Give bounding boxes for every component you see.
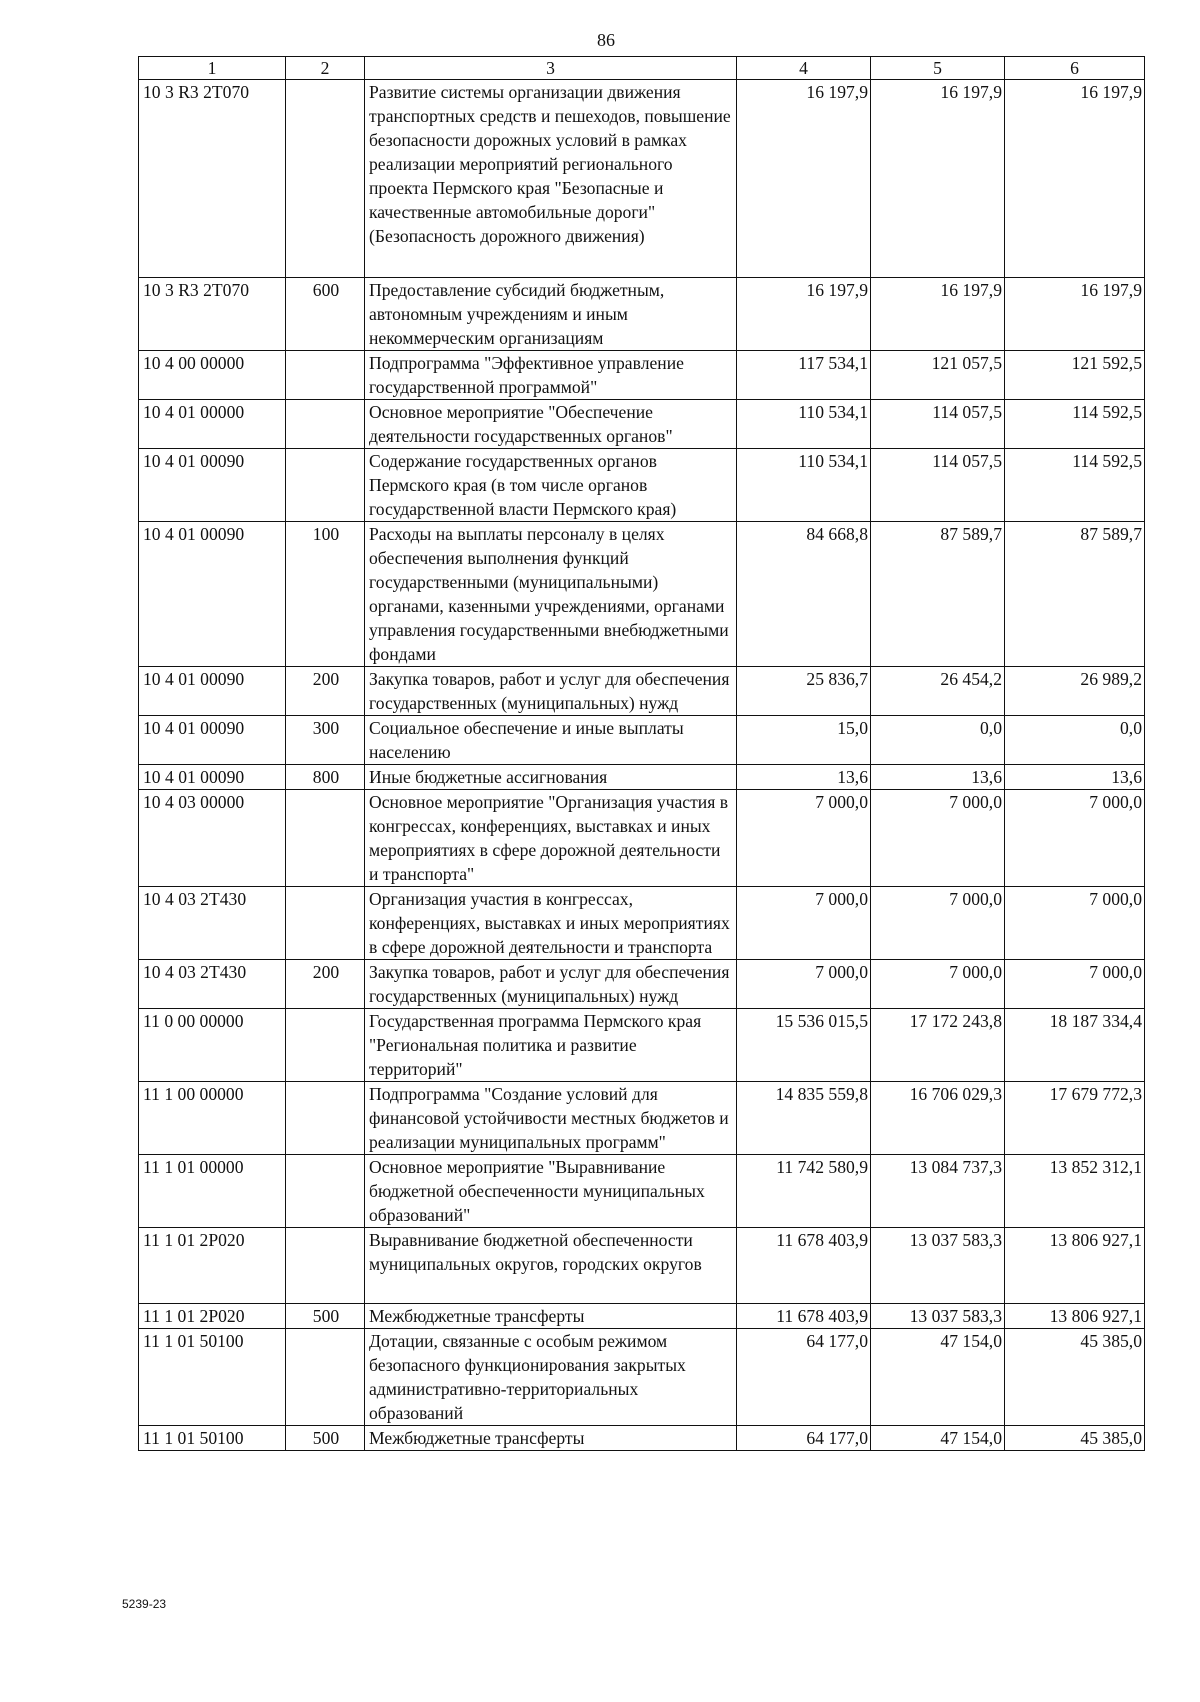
amount-col-4: 15 536 015,5 [737, 1009, 871, 1082]
item-name: Содержание государственных органов Пермского края (в том числе органов государственной власти Пермского края) [365, 449, 737, 522]
item-name: Подпрограмма "Эффективное управление государственной программой" [365, 351, 737, 400]
target-article-code: 10 4 00 00000 [139, 351, 286, 400]
expense-type-code [286, 1329, 365, 1426]
amount-col-4: 16 197,9 [737, 278, 871, 351]
expense-type-code: 500 [286, 1304, 365, 1329]
target-article-code: 10 4 01 00090 [139, 667, 286, 716]
amount-col-5: 13,6 [871, 765, 1005, 790]
table-row [139, 351, 1145, 400]
target-article-code: 10 3 R3 2T070 [139, 80, 286, 278]
table-row [139, 449, 1145, 522]
table-row [139, 790, 1145, 887]
target-article-code: 11 1 01 2P020 [139, 1304, 286, 1329]
target-article-code: 10 4 01 00090 [139, 522, 286, 667]
amount-col-6: 114 592,5 [1005, 400, 1145, 449]
item-name: Выравнивание бюджетной обеспеченности муниципальных округов, городских округов [365, 1228, 737, 1304]
amount-col-5: 0,0 [871, 716, 1005, 765]
page-number: 86 [597, 30, 615, 50]
amount-col-5: 114 057,5 [871, 400, 1005, 449]
amount-col-5: 7 000,0 [871, 887, 1005, 960]
amount-col-6: 13 806 927,1 [1005, 1228, 1145, 1304]
header-cell-5: 5 [871, 57, 1005, 80]
expense-type-code [286, 790, 365, 887]
target-article-code: 10 4 03 2T430 [139, 960, 286, 1009]
item-name: Основное мероприятие "Обеспечение деятельности государственных органов" [365, 400, 737, 449]
amount-col-5: 47 154,0 [871, 1426, 1005, 1451]
amount-col-6: 0,0 [1005, 716, 1145, 765]
table-row [139, 716, 1145, 765]
amount-col-6: 121 592,5 [1005, 351, 1145, 400]
amount-col-6: 7 000,0 [1005, 790, 1145, 887]
item-name: Межбюджетные трансферты [365, 1304, 737, 1329]
budget-table [138, 56, 1145, 1451]
table-row [139, 1228, 1145, 1304]
expense-type-code [286, 1082, 365, 1155]
table-row [139, 960, 1145, 1009]
amount-col-5: 47 154,0 [871, 1329, 1005, 1426]
table-row [139, 400, 1145, 449]
amount-col-6: 16 197,9 [1005, 80, 1145, 278]
amount-col-4: 15,0 [737, 716, 871, 765]
expense-type-code [286, 449, 365, 522]
expense-type-code [286, 1009, 365, 1082]
table-row [139, 522, 1145, 667]
expense-type-code: 800 [286, 765, 365, 790]
item-name: Межбюджетные трансферты [365, 1426, 737, 1451]
amount-col-4: 16 197,9 [737, 80, 871, 278]
amount-col-5: 121 057,5 [871, 351, 1005, 400]
target-article-code: 10 4 01 00090 [139, 765, 286, 790]
expense-type-code [286, 80, 365, 278]
amount-col-4: 7 000,0 [737, 960, 871, 1009]
item-name: Организация участия в конгрессах, конференциях, выставках и иных мероприятиях в сфере дорожной деятельности и транспорта [365, 887, 737, 960]
table-row [139, 667, 1145, 716]
header-cell-3: 3 [365, 57, 737, 80]
amount-col-4: 11 678 403,9 [737, 1228, 871, 1304]
item-name: Иные бюджетные ассигнования [365, 765, 737, 790]
table-row [139, 1082, 1145, 1155]
amount-col-5: 16 197,9 [871, 278, 1005, 351]
amount-col-5: 114 057,5 [871, 449, 1005, 522]
amount-col-4: 7 000,0 [737, 790, 871, 887]
amount-col-6: 16 197,9 [1005, 278, 1145, 351]
document-id: 5239-23 [122, 1597, 167, 1611]
amount-col-5: 26 454,2 [871, 667, 1005, 716]
amount-col-6: 7 000,0 [1005, 887, 1145, 960]
amount-col-5: 7 000,0 [871, 960, 1005, 1009]
amount-col-6: 45 385,0 [1005, 1329, 1145, 1426]
expense-type-code [286, 400, 365, 449]
header-cell-4: 4 [737, 57, 871, 80]
target-article-code: 11 1 01 50100 [139, 1329, 286, 1426]
item-name: Основное мероприятие "Выравнивание бюджетной обеспеченности муниципальных образований" [365, 1155, 737, 1228]
amount-col-5: 13 037 583,3 [871, 1228, 1005, 1304]
amount-col-6: 87 589,7 [1005, 522, 1145, 667]
table-row [139, 765, 1145, 790]
amount-col-4: 64 177,0 [737, 1329, 871, 1426]
table-row [139, 1329, 1145, 1426]
amount-col-4: 11 742 580,9 [737, 1155, 871, 1228]
amount-col-6: 18 187 334,4 [1005, 1009, 1145, 1082]
target-article-code: 11 1 01 00000 [139, 1155, 286, 1228]
expense-type-code: 300 [286, 716, 365, 765]
amount-col-6: 13 806 927,1 [1005, 1304, 1145, 1329]
header-cell-6: 6 [1005, 57, 1145, 80]
expense-type-code: 200 [286, 960, 365, 1009]
amount-col-4: 84 668,8 [737, 522, 871, 667]
expense-type-code [286, 1155, 365, 1228]
target-article-code: 11 1 01 50100 [139, 1426, 286, 1451]
amount-col-5: 16 197,9 [871, 80, 1005, 278]
item-name: Подпрограмма "Создание условий для финансовой устойчивости местных бюджетов и реализации муниципальных программ" [365, 1082, 737, 1155]
amount-col-6: 17 679 772,3 [1005, 1082, 1145, 1155]
expense-type-code: 500 [286, 1426, 365, 1451]
amount-col-4: 117 534,1 [737, 351, 871, 400]
header-cell-1: 1 [139, 57, 286, 80]
header-row [139, 57, 1145, 80]
target-article-code: 11 1 01 2P020 [139, 1228, 286, 1304]
item-name: Социальное обеспечение и иные выплаты населению [365, 716, 737, 765]
target-article-code: 10 4 01 00090 [139, 449, 286, 522]
header-cell-2: 2 [286, 57, 365, 80]
amount-col-4: 13,6 [737, 765, 871, 790]
expense-type-code: 100 [286, 522, 365, 667]
expense-type-code: 200 [286, 667, 365, 716]
amount-col-6: 114 592,5 [1005, 449, 1145, 522]
amount-col-4: 7 000,0 [737, 887, 871, 960]
item-name: Основное мероприятие "Организация участия в конгрессах, конференциях, выставках и иных мероприятиях в сфере дорожной деятельности и транспорта" [365, 790, 737, 887]
table-row [139, 1426, 1145, 1451]
amount-col-6: 13 852 312,1 [1005, 1155, 1145, 1228]
target-article-code: 11 1 00 00000 [139, 1082, 286, 1155]
amount-col-6: 45 385,0 [1005, 1426, 1145, 1451]
amount-col-5: 17 172 243,8 [871, 1009, 1005, 1082]
expense-type-code [286, 351, 365, 400]
amount-col-5: 13 084 737,3 [871, 1155, 1005, 1228]
item-name: Государственная программа Пермского края "Региональная политика и развитие территорий" [365, 1009, 737, 1082]
amount-col-4: 64 177,0 [737, 1426, 871, 1451]
amount-col-4: 25 836,7 [737, 667, 871, 716]
table-row [139, 1304, 1145, 1329]
item-name: Предоставление субсидий бюджетным, автономным учреждениям и иным некоммерческим организациям [365, 278, 737, 351]
amount-col-6: 13,6 [1005, 765, 1145, 790]
expense-type-code [286, 1228, 365, 1304]
amount-col-4: 110 534,1 [737, 449, 871, 522]
amount-col-4: 110 534,1 [737, 400, 871, 449]
table-row [139, 278, 1145, 351]
item-name: Закупка товаров, работ и услуг для обеспечения государственных (муниципальных) нужд [365, 960, 737, 1009]
item-name: Развитие системы организации движения транспортных средств и пешеходов, повышение безопасности дорожных условий в рамках реализации мероприятий регионального проекта Пермского края "Безопасные и качественные автомобильные дороги" (Безопасность дорожного движения) [365, 80, 737, 278]
amount-col-5: 7 000,0 [871, 790, 1005, 887]
target-article-code: 11 0 00 00000 [139, 1009, 286, 1082]
amount-col-5: 87 589,7 [871, 522, 1005, 667]
amount-col-5: 13 037 583,3 [871, 1304, 1005, 1329]
table-row [139, 1155, 1145, 1228]
expense-type-code: 600 [286, 278, 365, 351]
amount-col-5: 16 706 029,3 [871, 1082, 1005, 1155]
item-name: Расходы на выплаты персоналу в целях обеспечения выполнения функций государственными (муниципальными) органами, казенными учреждениями, органами управления государственными внебюджетными фондами [365, 522, 737, 667]
table-row [139, 887, 1145, 960]
target-article-code: 10 4 01 00000 [139, 400, 286, 449]
item-name: Дотации, связанные с особым режимом безопасного функционирования закрытых административно-территориальных образований [365, 1329, 737, 1426]
amount-col-6: 7 000,0 [1005, 960, 1145, 1009]
target-article-code: 10 4 03 2T430 [139, 887, 286, 960]
target-article-code: 10 4 01 00090 [139, 716, 286, 765]
amount-col-6: 26 989,2 [1005, 667, 1145, 716]
target-article-code: 10 4 03 00000 [139, 790, 286, 887]
table-row [139, 1009, 1145, 1082]
table-row [139, 80, 1145, 278]
item-name: Закупка товаров, работ и услуг для обеспечения государственных (муниципальных) нужд [365, 667, 737, 716]
expense-type-code [286, 887, 365, 960]
target-article-code: 10 3 R3 2T070 [139, 278, 286, 351]
amount-col-4: 11 678 403,9 [737, 1304, 871, 1329]
amount-col-4: 14 835 559,8 [737, 1082, 871, 1155]
